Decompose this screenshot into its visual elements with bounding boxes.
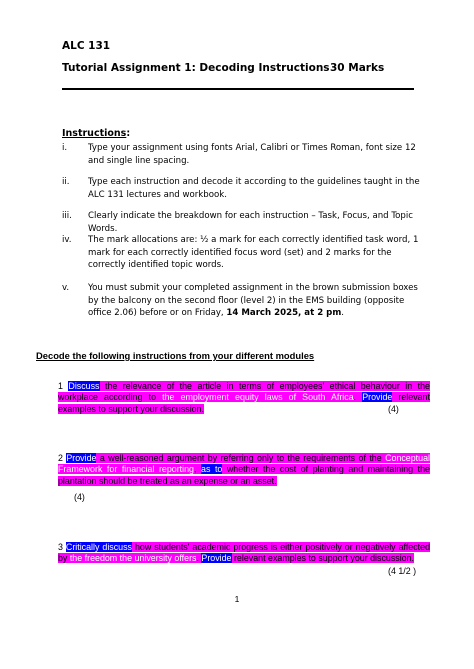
instruction-item (62, 282, 422, 320)
course-code: ALC 131 (62, 40, 111, 52)
instruction-text: You must submit your completed assignment in the brown submission boxes by the balcony on the second floor (level 2) in the EMS building (opposite office 2.06) before or on Friday, (88, 283, 418, 319)
instruction-text: Type your assignment using fonts Arial, Calibri or Times Roman, font size 12 and single line spacing. (88, 143, 416, 166)
task-word: Critically discuss (65, 542, 132, 552)
instruction-text-end: . (341, 308, 345, 319)
horizontal-rule (62, 88, 414, 90)
instruction-text: Type each instruction and decode it according to the guidelines taught in the ALC 131 lectures and workbook. (88, 177, 420, 200)
instruction-number: iii. (62, 211, 72, 221)
instruction-item (62, 234, 422, 272)
question-3 (58, 542, 430, 565)
question-number: 1 (58, 381, 63, 391)
instruction-number: v. (62, 283, 70, 293)
task-word: Provide (201, 553, 232, 564)
question-1 (58, 381, 430, 415)
topic-words: the employment equity laws of South Africa (162, 392, 354, 403)
instruction-text: The mark allocations are: ½ a mark for each correctly identified task word, 1 mark for each correctly identified focus word (set) and 2 marks for the correctly identified topic words. (88, 235, 419, 271)
instructions-heading: Instructions (62, 128, 127, 139)
task-word: Discuss (68, 381, 100, 391)
instruction-number: i. (62, 143, 68, 153)
total-marks: 30 Marks (330, 62, 385, 74)
question-text: . (196, 553, 202, 564)
instructions-colon: : (126, 128, 131, 139)
question-text: a well-reasoned argument by referring only to the requirements of the (96, 453, 386, 463)
instruction-number: ii. (62, 177, 70, 187)
question-marks: (4) (74, 492, 85, 502)
question-text: . (353, 392, 363, 403)
assignment-title: Tutorial Assignment 1: Decoding Instructions (62, 62, 330, 74)
question-marks: (4 1/2 ) (388, 566, 417, 576)
instruction-text: Clearly indicate the breakdown for each instruction – Task, Focus, and Topic Words. (88, 211, 413, 234)
page-number: 1 (234, 594, 240, 604)
instruction-item (62, 142, 422, 167)
task-word: Provide (362, 392, 393, 403)
instruction-item (62, 210, 422, 235)
question-marks: (4) (388, 404, 399, 414)
question-number: 3 (58, 542, 63, 552)
instruction-number: iv. (62, 235, 72, 245)
instruction-item (62, 176, 422, 201)
question-text: relevant examples to support your discussion. (58, 392, 430, 414)
question-text: whether the cost of planting and maintaining the plantation should be treated as an expense or an asset. (58, 464, 430, 486)
task-word: as to (201, 464, 223, 475)
instruction-text-wrap (88, 282, 422, 320)
question-text: how students' academic progress is either positively or negatively affected by (58, 542, 431, 564)
question-text: , (193, 464, 202, 475)
task-word: Provide (66, 453, 97, 463)
instructions-heading-wrap (62, 121, 130, 140)
question-number: 2 (58, 453, 63, 463)
topic-words: the freedom the university offers (69, 553, 197, 564)
topic-words: Conceptual Framework for financial reporting (58, 453, 430, 475)
question-text: the relevance of the article in terms of employees' ethical behaviour in the workplace according to (58, 381, 430, 403)
decode-heading: Decode the following instructions from your different modules (36, 350, 315, 361)
question-text: relevant examples to support your discussion. (231, 553, 415, 564)
submission-deadline: 14 March 2025, at 2 pm (226, 308, 342, 319)
question-2 (58, 453, 430, 487)
